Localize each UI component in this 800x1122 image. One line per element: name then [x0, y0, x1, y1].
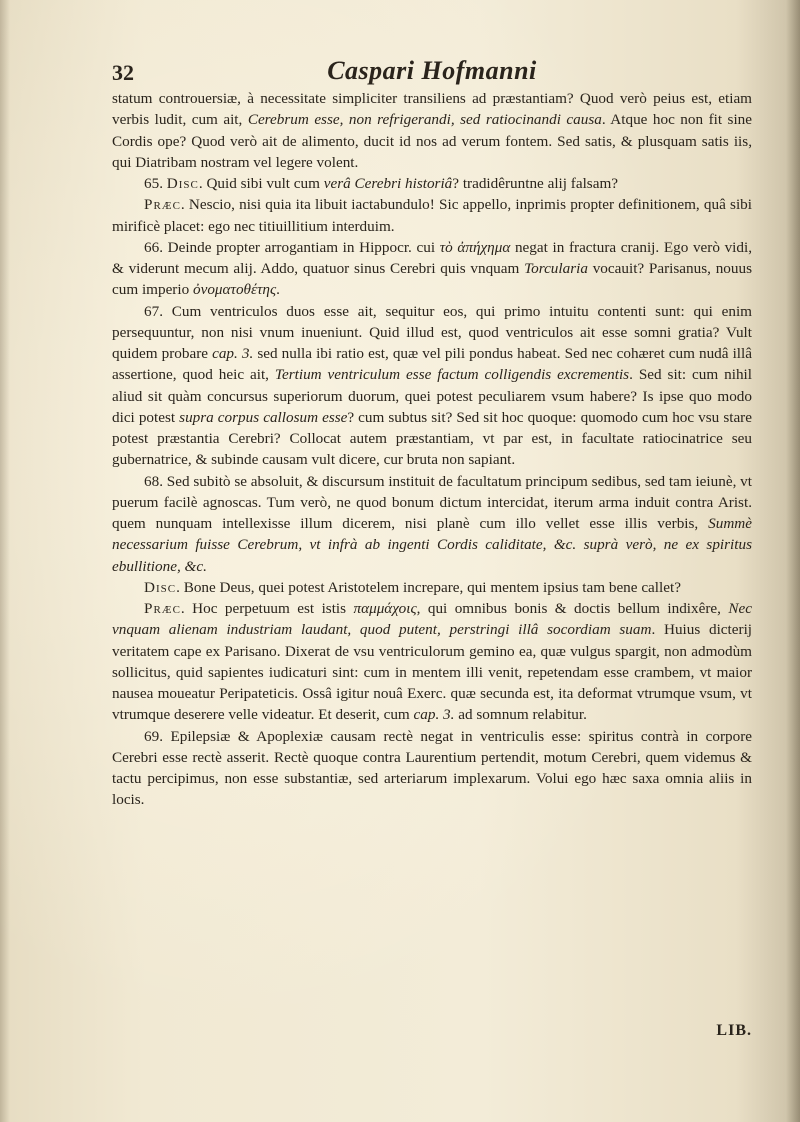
- text-run: . Atque hoc non fit sine Cordis ope? Quod verò ait de alimento, ducit id nos ad verum fontem. Sed satis, & plusquam satis iis, qui Diatribam nostram vel legere volent.: [112, 111, 753, 171]
- italic-run: cap. 3.: [413, 706, 455, 724]
- body-text: [112, 88, 752, 811]
- text-run: vocauit? Parisanus, nouus cum imperio: [112, 260, 752, 299]
- italic-run: Torcularia: [524, 260, 588, 277]
- paragraph: [112, 88, 752, 173]
- text-run: . Nescio, nisi quia ita libuit iactabundulo! Sic appello, inprimis propter definitionem, quâ sibi mirificè placet: ego nec titiuillitium interduim.: [112, 196, 752, 235]
- text-run: ? tradidêruntne alij falsam?: [452, 175, 619, 192]
- text-run: 67. Cum ventriculos duos esse ait, sequitur eos, qui primo intuitu contenti sunt: qui enim persequuntur, non nisi vnum inueniunt. Quid illud est, quod ventriculos ait esse somni gratia? Vult quidem probare: [112, 302, 752, 362]
- catchword: LIB.: [716, 1022, 752, 1039]
- paragraph: [112, 301, 752, 471]
- italic-run: cap. 3.: [212, 345, 254, 362]
- paragraph: [112, 726, 752, 811]
- speaker-label: Disc: [144, 578, 177, 596]
- italic-run: verâ Cerebri historiâ: [323, 175, 453, 192]
- text-run: ? cum subtus sit? Sed sit hoc quoque: quomodo cum hoc vsu stare potest præstantia Cerebri? Collocat autem præstantiam, vt par est, in facultate ratiocinatrice seu gubernatrice, & subinde causam vult dicere, cur bruta non sapiant.: [112, 408, 752, 469]
- text-run: . Bone Deus, quei potest Aristotelem increpare, qui mentem ipsius tam bene callet?: [176, 578, 681, 596]
- text-run: .: [276, 281, 280, 299]
- italic-run: Summè necessarium fuisse Cerebrum, vt infrà ab ingenti Cordis caliditate, &c. suprà verò, ne ex spiritus ebullitione, &c.: [112, 515, 752, 575]
- gutter-shadow: [0, 0, 10, 1122]
- text-run: . Quid sibi vult cum: [198, 175, 324, 192]
- text-run: 65.: [144, 175, 167, 192]
- italic-run: Nec vnquam alienam industriam laudant, quod putent, perstringi illâ socordiam suam: [112, 600, 752, 639]
- italic-run: Tertium ventriculum esse factum colligendis excrementis: [274, 366, 630, 384]
- text-run: . Hoc perpetuum est istis: [180, 600, 354, 617]
- italic-run: τὸ ἀπήχημα: [439, 238, 511, 256]
- speaker-label: Præc: [144, 600, 181, 617]
- text-run: sed nulla ibi ratio est, quæ vel pili pondus habeat. Sed nec cohæret cum nudâ illâ assertione, quod heic ait,: [112, 345, 752, 384]
- italic-run: Cerebrum esse, non refrigerandi, sed ratiocinandi causa: [247, 111, 602, 129]
- paragraph: [112, 598, 752, 726]
- running-title: Caspari Hofmanni: [327, 56, 537, 85]
- italic-run: supra corpus callosum esse: [179, 408, 348, 426]
- paragraph: [112, 237, 752, 301]
- text-run: . Huius dicterij veritatem cape ex Parisano. Dixerat de vsu ventriculorum gemino ea, quæ vulgus spargit, non admodùm sollicitus, quid sapientes iudicaturi sint: cum in mentem illi venit, repetendam esse crambem, vt maior nausea moueatur Peripateticis. Ossâ igitur nouâ Exerc. quæ secunda est, ita deformat vtrumque vsum, vt vtrumque deserere velle videatur. Et deserit, cum: [112, 621, 753, 724]
- italic-run: ὀνοματοθέτης: [192, 281, 277, 299]
- text-run: statum controuersiæ, à necessitate simpliciter transiliens ad præstantiam? Quod verò peius est, etiam verbis ludit, cum ait,: [112, 90, 752, 129]
- page-number: 32: [112, 60, 134, 85]
- paragraph: [112, 471, 752, 577]
- speaker-label: Disc: [166, 175, 199, 192]
- page-header: [112, 56, 752, 90]
- text-run: negat in fractura cranij. Ego verò vidi, & viderunt mecum alij. Addo, quatuor sinus Cerebri quis vnquam: [112, 238, 752, 277]
- paragraph: [112, 577, 752, 598]
- text-run: 69. Epilepsiæ & Apoplexiæ causam rectè negat in ventriculis esse: spiritus contrà in corpore Cerebri esse rectè asserit. Rectè quoque contra Laurentium pertendit, motum Cerebri, quem videmus & tactu percipimus, non esse substantiæ, sed arteriarum implexarum. Volui ego hæc saxa omnia aliis in locis.: [112, 727, 752, 809]
- italic-run: παμμάχοις: [353, 600, 417, 617]
- text-run: 68. Sed subitò se absoluit, & discursum instituit de facultatum principum sedibus, sed tam ieiunè, vt puerum facilè agnoscas. Tum verò, ne quod bonum dictum intercidat, iterum arma induit contra Arist. quem nunquam intellexisse illum dicerem, nisi planè cum illo vellet esse illis verbis,: [112, 472, 752, 532]
- paragraph: [112, 173, 752, 194]
- text-run: , qui omnibus bonis & doctis bellum indixêre,: [416, 600, 729, 617]
- text-run: 66. Deinde propter arrogantiam in Hippocr. cui: [144, 238, 440, 256]
- text-run: ad somnum relabitur.: [454, 706, 587, 724]
- page-edge-shadow: [786, 0, 800, 1122]
- text-run: . Sed sit: cum nihil aliud sit quàm concursus superiorum duorum, quei potest peculiarem vsum habere? Is ipse quo modo dici potest: [112, 366, 752, 426]
- speaker-label: Præc: [144, 196, 181, 214]
- paragraph: [112, 194, 752, 237]
